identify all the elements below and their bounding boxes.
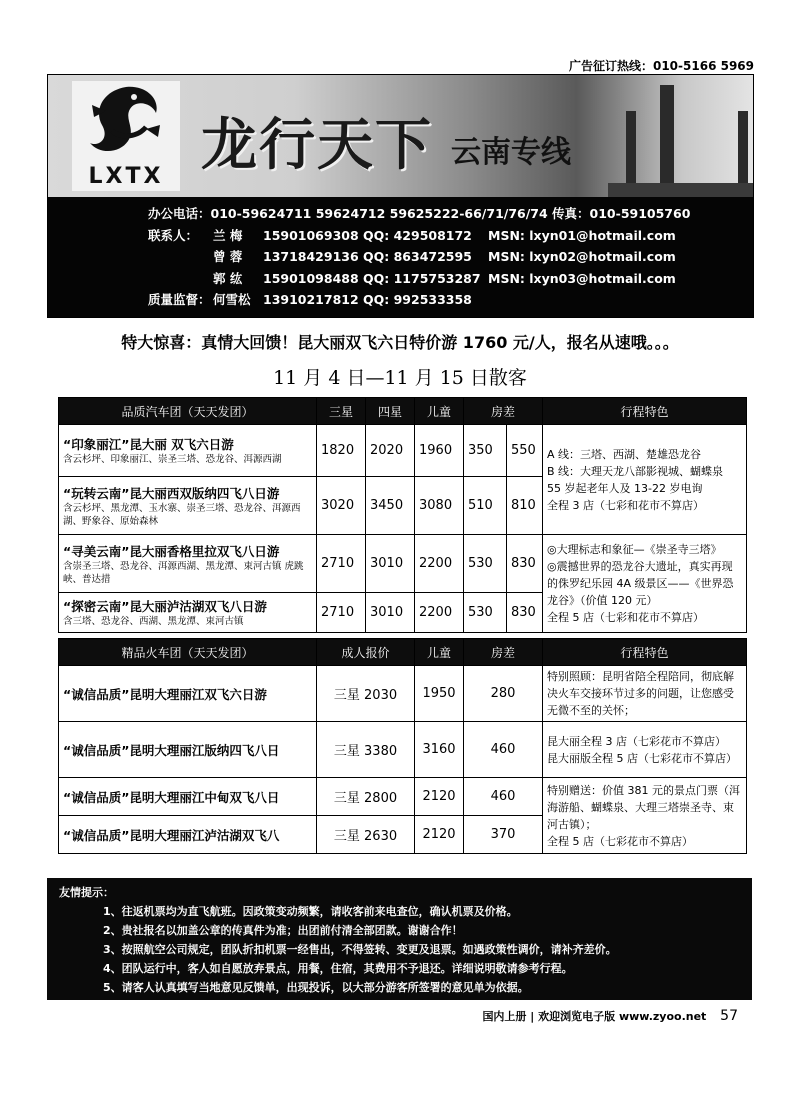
- tour-cell: [59, 535, 317, 593]
- table-row: [59, 778, 747, 816]
- col-header: 行程特色: [543, 639, 747, 666]
- ad-hotline: 广告征订热线：010-5166 5969: [568, 59, 754, 73]
- room-diff: 350: [464, 425, 507, 477]
- tour-name: “诚信品质”昆明大理丽江双飞六日游: [59, 666, 317, 722]
- banner: [48, 75, 753, 197]
- features-cell: 昆大丽全程 3 店（七彩花市不算店） 昆大丽版全程 5 店（七彩花市不算店）: [543, 722, 747, 778]
- room-diff: 810: [507, 477, 543, 535]
- tour-route: 含云杉坪、印象丽江、崇圣三塔、恐龙谷、洱源西湖: [63, 454, 282, 465]
- promo-headline: 特大惊喜：真情大回馈！昆大丽双飞六日特价游 1760 元/人，报名从速哦。。。: [121, 333, 679, 352]
- features-cell: 特别照顾：昆明省陪全程陪同，彻底解决火车交接环节过多的问题，让您感受无微不至的关怀；: [543, 666, 747, 722]
- tip-item: 2、贵社报名以加盖公章的传真件为准；出团前付清全部团款。谢谢合作！: [103, 924, 463, 937]
- price-3star: 2710: [317, 535, 366, 593]
- price-3star: 3020: [317, 477, 366, 535]
- room-diff: 510: [464, 477, 507, 535]
- price-4star: 3010: [366, 535, 415, 593]
- price-adult: 三星 3380: [317, 722, 415, 778]
- room-diff: 530: [464, 593, 507, 633]
- tour-name: “诚信品质”昆明大理丽江中甸双飞八日: [59, 778, 317, 816]
- dragon-logo: [72, 81, 180, 191]
- price-4star: 2020: [366, 425, 415, 477]
- col-header: 四星: [366, 398, 415, 425]
- price-child: 2200: [415, 535, 464, 593]
- tour-cell: [59, 477, 317, 535]
- price-child: 2120: [415, 816, 464, 854]
- price-adult: 三星 2800: [317, 778, 415, 816]
- bus-tour-table: [58, 397, 747, 633]
- logo-text: LXTX: [88, 164, 164, 189]
- price-4star: 3450: [366, 477, 415, 535]
- features-cell: ◎大理标志和象征—《崇圣寺三塔》 ◎震撼世界的恐龙谷大遗址，真实再现的侏罗纪乐园 4A 级景区——《世界恐龙谷》（价值 120 元） 全程 5 店（七彩和花市不算店）: [543, 535, 747, 633]
- tips-title: 友情提示：: [59, 886, 114, 899]
- room-diff: 370: [464, 816, 543, 854]
- room-diff: 460: [464, 778, 543, 816]
- agency-header: [47, 74, 754, 318]
- room-diff: 550: [507, 425, 543, 477]
- contact-block: [148, 203, 690, 311]
- col-header: 房差: [464, 639, 543, 666]
- room-diff: 280: [464, 666, 543, 722]
- tips-list: [103, 902, 617, 997]
- features-cell: 特别赠送：价值 381 元的景点门票（洱海游船、蝴蝶泉、大理三塔崇圣寺、束河古镇）； 全程 5 店（七彩花市不算店）: [543, 778, 747, 854]
- footer-text: 国内上册 | 欢迎浏览电子版 www.zyoo.net: [482, 1010, 707, 1023]
- price-child: 2120: [415, 778, 464, 816]
- brand-title: 龙行天下: [201, 112, 433, 178]
- tip-item: 1、往返机票均为直飞航班。因政策变动频繁，请收客前来电查位，确认机票及价格。: [103, 905, 518, 918]
- contact-row: 郭 纮 15901098488 QQ: 1175753287 MSN: lxyn03@hotmail.com: [213, 270, 676, 286]
- col-header: 品质汽车团（天天发团）: [59, 398, 317, 425]
- price-4star: 3010: [366, 593, 415, 633]
- table-row: [59, 722, 747, 778]
- tip-item: 4、团队运行中，客人如自愿放弃景点，用餐，住宿，其费用不予退还。详细说明敬请参考行程。: [103, 962, 573, 975]
- tour-route: 含崇圣三塔、恐龙谷、洱源西湖、黑龙潭、束河古镇 虎跳峡、普达措: [63, 560, 304, 585]
- table-row: [59, 666, 747, 722]
- room-diff: 830: [507, 535, 543, 593]
- tour-name: “寻美云南”昆大丽香格里拉双飞八日游: [63, 543, 280, 559]
- price-child: 3160: [415, 722, 464, 778]
- table-row: [59, 535, 747, 593]
- pagoda-center: [660, 85, 674, 197]
- price-3star: 1820: [317, 425, 366, 477]
- price-child: 2200: [415, 593, 464, 633]
- table-header-row: [59, 398, 747, 425]
- tour-name: “诚信品质”昆明大理丽江泸沽湖双飞八: [59, 816, 317, 854]
- room-diff: 460: [464, 722, 543, 778]
- tour-name: “印象丽江”昆大丽 双飞六日游: [63, 437, 234, 452]
- date-range: 11 月 4 日—11 月 15 日散客: [273, 367, 527, 389]
- train-tour-table: [58, 638, 747, 854]
- dragon-icon: [72, 81, 180, 161]
- tree-line: [608, 183, 753, 197]
- col-header: 儿童: [415, 639, 464, 666]
- room-diff: 530: [464, 535, 507, 593]
- price-adult: 三星 2630: [317, 816, 415, 854]
- brand-subtitle: 云南专线: [451, 135, 571, 170]
- tour-name: “玩转云南”昆大丽西双版纳四飞八日游: [63, 485, 280, 501]
- col-header: 房差: [464, 398, 543, 425]
- tour-cell: [59, 425, 317, 477]
- features-cell: A 线：三塔、西湖、楚雄恐龙谷 B 线：大理天龙八部影视城、蝴蝶泉 55 岁起老年人及 13-22 岁电询 全程 3 店（七彩和花市不算店）: [543, 425, 747, 535]
- col-header: 儿童: [415, 398, 464, 425]
- price-child: 1950: [415, 666, 464, 722]
- contact-row: 联系人： 兰 梅 15901069308 QQ: 429508172 MSN: lxyn01@hotmail.com: [148, 227, 676, 243]
- tour-cell: [59, 593, 317, 633]
- tour-route: 含三塔、恐龙谷、西湖、黑龙潭、束河古镇: [63, 616, 244, 627]
- tour-name: “探密云南”昆大丽泸沽湖双飞八日游: [63, 599, 267, 614]
- page-number: 57: [720, 1008, 738, 1024]
- table-header-row: [59, 639, 747, 666]
- contact-row: 曾 蓉 13718429136 QQ: 863472595 MSN: lxyn02@hotmail.com: [213, 249, 676, 264]
- room-diff: 830: [507, 593, 543, 633]
- page-footer: [482, 1008, 738, 1024]
- price-adult: 三星 2030: [317, 666, 415, 722]
- tour-name: “诚信品质”昆明大理丽江版纳四飞八日: [59, 722, 317, 778]
- col-header: 精品火车团（天天发团）: [59, 639, 317, 666]
- col-header: 成人报价: [317, 639, 415, 666]
- price-child: 1960: [415, 425, 464, 477]
- tip-item: 3、按照航空公司规定，团队折扣机票一经售出，不得签转、变更及退票。如遇政策性调价，请补齐差价。: [103, 943, 617, 956]
- price-3star: 2710: [317, 593, 366, 633]
- table-row: [59, 425, 747, 477]
- quality-row: 质量监督： 何雪松 13910217812 QQ: 992533358: [148, 292, 472, 307]
- col-header: 行程特色: [543, 398, 747, 425]
- office-line: 办公电话：010-59624711 59624712 59625222-66/71/76/74 传真：010-59105760: [148, 206, 691, 221]
- price-child: 3080: [415, 477, 464, 535]
- tips-box: [47, 878, 752, 1000]
- tour-route: 含云杉坪、黑龙潭、玉水寨、崇圣三塔、恐龙谷、洱源西湖、野象谷、原始森林: [63, 502, 301, 527]
- col-header: 三星: [317, 398, 366, 425]
- tip-item: 5、请客人认真填写当地意见反馈单，出现投诉，以大部分游客所签署的意见单为依据。: [103, 981, 529, 994]
